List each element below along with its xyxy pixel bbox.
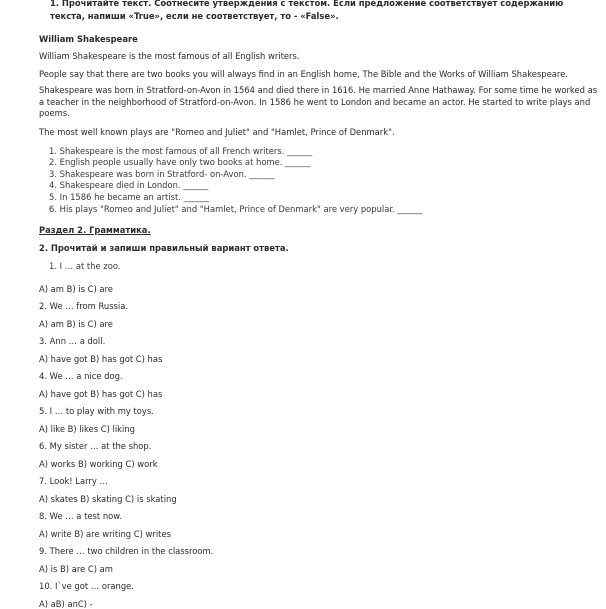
- question-2: 2. We … from Russia.: [39, 301, 129, 311]
- answer-options-9: A) is B) are C) am: [39, 564, 113, 574]
- answer-options-5: A) like B) likes C) liking: [39, 424, 135, 434]
- answer-options-4: A) have got B) has got C) has: [39, 389, 163, 399]
- task-2-title: 2. Прочитай и запиши правильный вариант ответа.: [39, 243, 289, 253]
- answer-options-8: A) write B) are writing C) writes: [39, 529, 171, 539]
- answer-options-3: A) have got B) has got C) has: [39, 354, 163, 364]
- answer-options-2: A) am B) is C) are: [39, 319, 113, 329]
- statement-4: 4. Shakespeare died in London. ______: [49, 180, 209, 190]
- statement-6: 6. His plays "Romeo and Juliet" and "Hamlet, Prince of Denmark" are very popular. ______: [49, 204, 423, 214]
- task-1-instructions: 1. Прочитайте текст. Соотнесите утверждения с текстом. Если предложение соответствует содержанию текста, напиши «True», если не соответствует, то - «False».: [50, 0, 564, 21]
- question-7: 7. Look! Larry …: [39, 476, 108, 486]
- question-3: 3. Ann … a doll.: [39, 336, 106, 346]
- question-8: 8. We … a test now.: [39, 511, 123, 521]
- statement-2: 2. English people usually have only two books at home. ______: [49, 157, 311, 167]
- question-1: 1. I … at the zoo.: [49, 261, 121, 271]
- paragraph-1: William Shakespeare is the most famous of all English writers.: [39, 51, 300, 61]
- answer-options-1: A) am B) is C) are: [39, 284, 113, 294]
- statement-5: 5. In 1586 he became an artist. ______: [49, 192, 209, 202]
- section-2-title: Раздел 2. Грамматика.: [39, 225, 151, 235]
- paragraph-2: People say that there are two books you will always find in an English home, The Bible and the Works of William Shakespeare.: [39, 69, 568, 79]
- paragraph-4: The most well known plays are "Romeo and Juliet" and "Hamlet, Prince of Denmark".: [39, 127, 395, 137]
- question-4: 4. We … a nice dog.: [39, 371, 123, 381]
- statement-1: 1. Shakespeare is the most famous of all French writers. ______: [49, 146, 313, 156]
- story-title: William Shakespeare: [39, 34, 138, 44]
- paragraph-3: Shakespeare was born in Stratford-on-Avon in 1564 and died there in 1616. He married Anne Hathaway. For some time he worked as a teacher in the neighborhood of Stratford-on-Avon. In 1586 he went to London and became an actor. He started to write plays and poems.: [39, 85, 598, 118]
- answer-options-7: A) skates B) skating C) is skating: [39, 494, 177, 504]
- question-9: 9. There … two children in the classroom.: [39, 546, 214, 556]
- answer-options-10: A) aB) anC) -: [39, 599, 93, 609]
- statement-3: 3. Shakespeare was born in Stratford- on-Avon. ______: [49, 169, 275, 179]
- answer-options-6: A) works B) working C) work: [39, 459, 158, 469]
- question-10: 10. I`ve got … orange.: [39, 581, 134, 591]
- question-5: 5. I … to play with my toys.: [39, 406, 154, 416]
- question-6: 6. My sister … at the shop.: [39, 441, 152, 451]
